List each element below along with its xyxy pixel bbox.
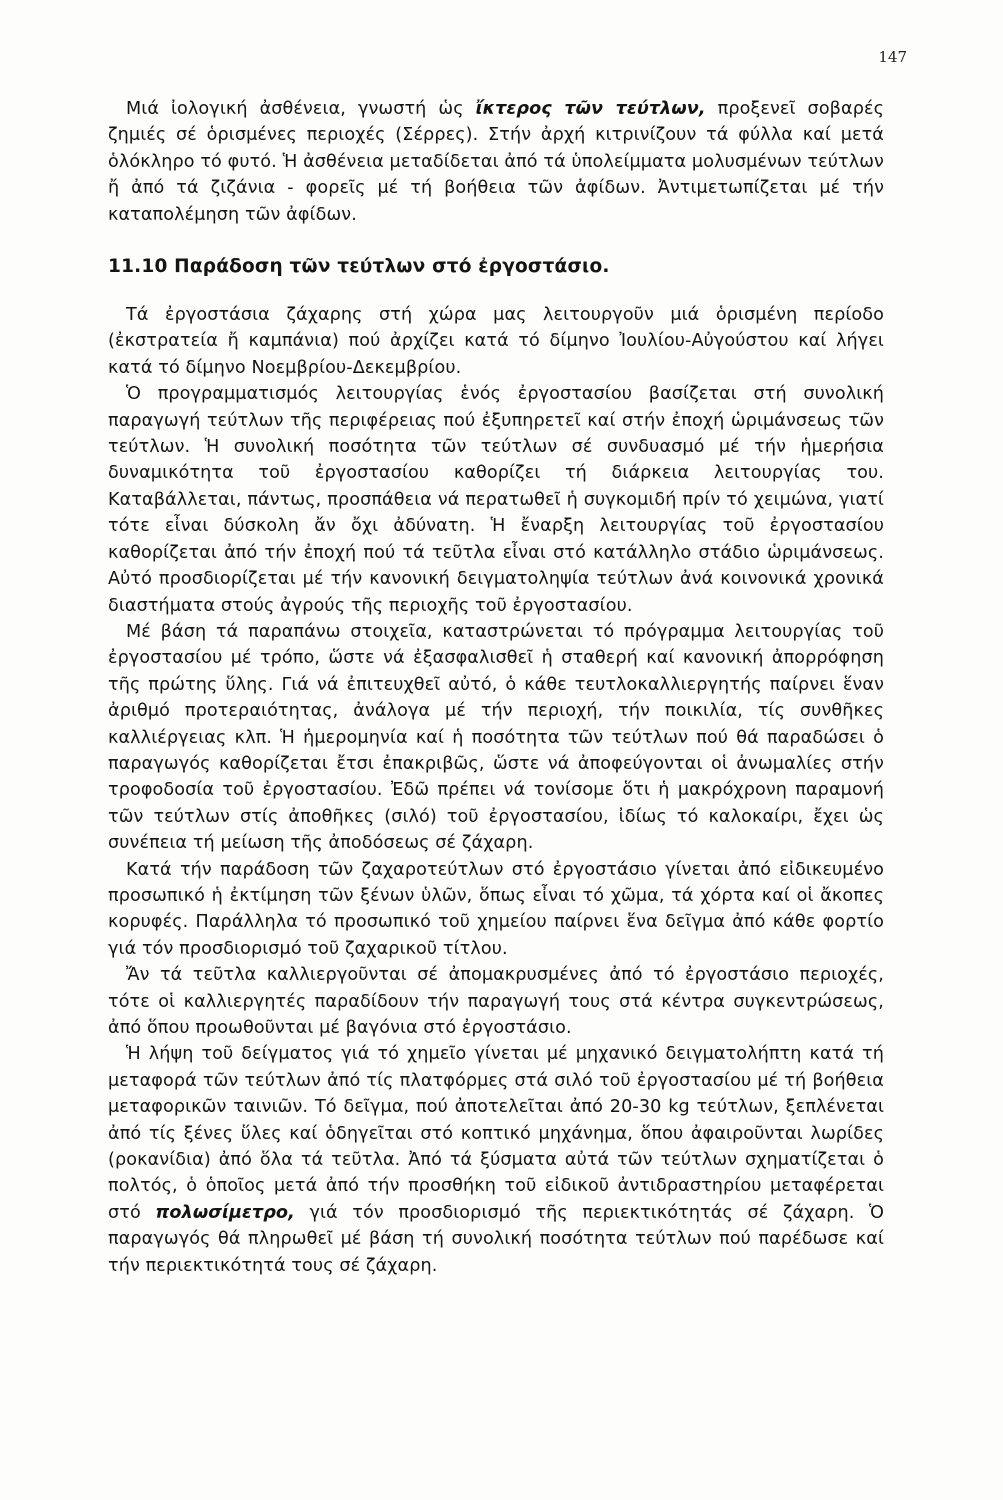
page-number: 147 [878, 48, 907, 66]
paragraph-2: Ὁ προγραμματισμός λειτουργίας ἑνός ἐργοστασίου βασίζεται στή συνολική παραγωγή τεύτλων τῆς περιφέρειας πού ἐξυπηρετεῖ καί στήν ἐποχή ὡριμάνσεως τῶν τεύτλων. Ἡ συνολική ποσότητα τῶν τεύτλων σέ συνδυασμό μέ τήν ἡμερήσια δυναμικότητα τοῦ ἐργοστασίου καθορίζει τή διάρκεια λειτουργίας του. Καταβάλλεται, πάντως, προσπάθεια νά περατωθεῖ ἡ συγκομιδή πρίν τό χειμώνα, γιατί τότε εἶναι δύσκολη ἄν ὄχι ἀδύνατη. Ἡ ἔναρξη λειτουργίας τοῦ ἐργοστασίου καθορίζεται ἀπό τήν ἐποχή πού τά τεῦτλα εἶναι στό κατάλληλο στάδιο ὡριμάνσεως. Αὐτό προσδιορίζεται μέ τήν κανονική δειγματοληψία τεύτλων ἀνά κοινονικά χρονικά διαστήματα στούς ἀγρούς τῆς περιοχῆς τοῦ ἐργοστασίου. [108, 384, 884, 616]
paragraph-3: Μέ βάση τά παραπάνω στοιχεῖα, καταστρώνεται τό πρόγραμμα λειτουργίας τοῦ ἐργοστασίου μέ τρόπο, ὥστε νά ἐξασφαλισθεῖ ἡ σταθερή καί κανονική ἀπορρόφηση τῆς πρώτης ὕλης. Γιά νά ἐπιτευχθεῖ αὐτό, ὁ κάθε τευτλοκαλλιεργητής παίρνει ἕναν ἀριθμό προτεραιότητας, ἀνάλογα μέ τήν περιοχή, τήν ποικιλία, τίς συνθῆκες καλλιέργειας κλπ. Ἡ ἡμερομηνία καί ἡ ποσότητα τῶν τεύτλων πού θά παραδώσει ὁ παραγωγός καθορίζεται ἔτσι ἐπακριβῶς, ὥστε νά ἀποφεύγονται οἱ ἀνωμαλίες στήν τροφοδοσία τοῦ ἐργοστασίου. Ἐδῶ πρέπει νά τονίσομε ὅτι ἡ μακρόχρονη παραμονή τῶν τεύτλων στίς ἀποθῆκες (σιλό) τοῦ ἐργοστασίου, ἰδίως τό καλοκαίρι, ἔχει ὡς συνέπεια τή μείωση τῆς ἀποδόσεως σέ ζάχαρη. [108, 621, 884, 854]
paragraph-6-term: πολωσίμετρο, [155, 1202, 295, 1223]
paragraph-6 [108, 1041, 884, 1279]
paragraph-6-after: γιά τόν προσδιορισμό τῆς περιεκτικότητάς σέ ζάχαρη. Ὁ παραγωγός θά πληρωθεῖ μέ βάση τή συνολική ποσότητα τεύτλων πού παρέδωσε καί τήν περιεκτικότητά τους σέ ζάχαρη. [108, 1202, 884, 1276]
paragraph-5: Ἄν τά τεῦτλα καλλιεργοῦνται σέ ἀπομακρυσμένες ἀπό τό ἐργοστάσιο περιοχές, τότε οἱ καλλιεργητές παραδίδουν τήν παραγωγή τους στά κέντρα συγκεντρώσεως, ἀπό ὅπου προωθοῦνται μέ βαγόνια στό ἐργοστάσιο. [108, 965, 884, 1038]
paragraph-1: Τά ἐργοστάσια ζάχαρης στή χώρα μας λειτουργοῦν μιά ὁρισμένη περίοδο (ἐκστρατεία ἤ καμπάνια) πού ἀρχίζει κατά τό δίμηνο Ἰουλίου-Αὐγούστου καί λήγει κατά τό δίμηνο Νοεμβρίου-Δεκεμβρίου. [108, 305, 884, 378]
intro-text-after: προξενεῖ σοβαρές ζημιές σέ ὁρισμένες περιοχές (Σέρρες). Στήν ἀρχή κιτρινίζουν τά φύλλα καί μετά ὁλόκληρο τό φυτό. Ἡ ἀσθένεια μεταδίδεται ἀπό τά ὑπολείμματα μολυσμένων τεύτλων ἤ ἀπό τά ζιζάνια - φορεῖς μέ τή βοήθεια τῶν ἀφίδων. Ἀντιμετωπίζεται μέ τήν καταπολέμηση τῶν ἀφίδων. [108, 99, 885, 225]
section-heading: 11.10 Παράδοση τῶν τεύτλων στό ἐργοστάσιο. [108, 256, 610, 278]
intro-term: ἴκτερος τῶν τεύτλων, [475, 99, 706, 119]
intro-text-before: Μιά ἰολογική ἀσθένεια, γνωστή ὡς [126, 99, 476, 119]
paragraph-6-before: Ἡ λήψη τοῦ δείγματος γιά τό χημεῖο γίνεται μέ μηχανικό δειγματολήπτη κατά τή μεταφορά τῶν τεύτλων ἀπό τίς πλατφόρμες στά σιλό τοῦ ἐργοστασίου μέ τή βοήθεια μεταφορικῶν ταινιῶν. Τό δεῖγμα, πού ἀποτελεῖται ἀπό 20-30 kg τεύτλων, ξεπλένεται ἀπό τίς ξένες ὕλες καί ὁδηγεῖται στό κοπτικό μηχάνημα, ὅπου ἀφαιροῦνται λωρίδες (ροκανίδια) ἀπό ὅλα τά τεῦτλα. Ἀπό τά ξύσματα αὐτά τῶν τεύτλων σχηματίζεται ὁ πολτός, ὁ ὁποῖος μετά ἀπό τήν προσθήκη τοῦ εἰδικοῦ ἀντιδραστηρίου μεταφέρεται στό [108, 1044, 884, 1223]
text-body [108, 96, 884, 1279]
paragraph-4: Κατά τήν παράδοση τῶν ζαχαροτεύτλων στό ἐργοστάσιο γίνεται ἀπό εἰδικευμένο προσωπικό ἡ ἐκτίμηση τῶν ξένων ὑλῶν, ὅπως εἶναι τό χῶμα, τά χόρτα καί οἱ ἄκοπες κορυφές. Παράλληλα τό προσωπικό τοῦ χημείου παίρνει ἕνα δεῖγμα ἀπό κάθε φορτίο γιά τόν προσδιορισμό τοῦ ζαχαρικοῦ τίτλου. [108, 859, 884, 959]
intro-paragraph [108, 96, 884, 228]
